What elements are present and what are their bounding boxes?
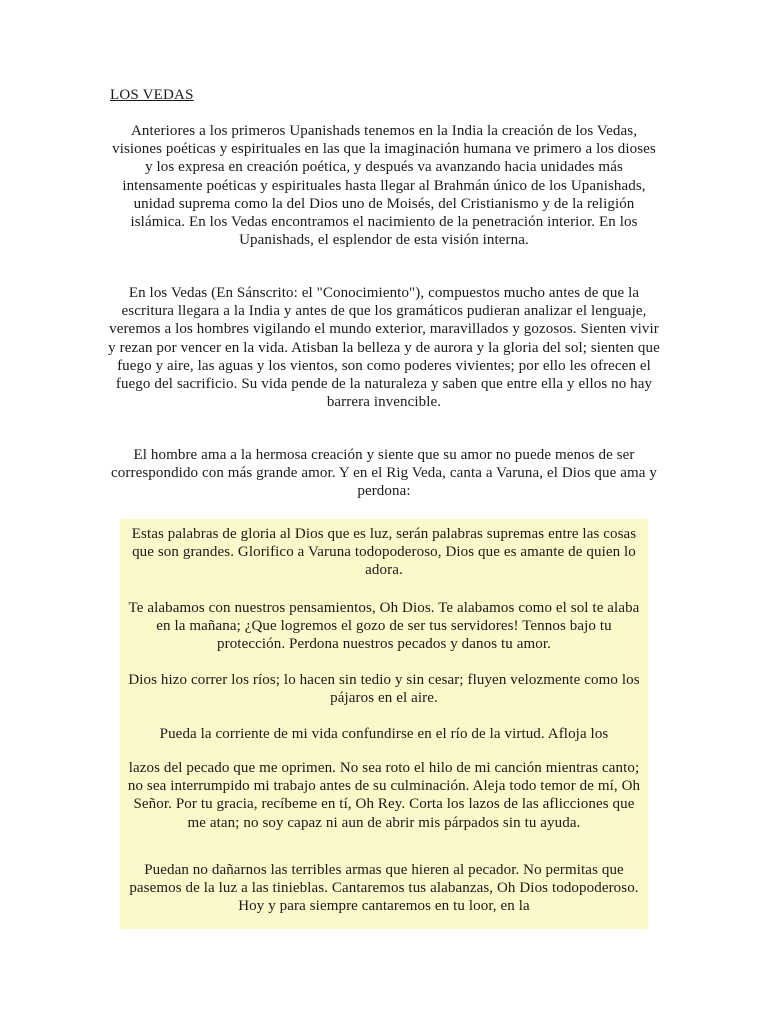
paragraph-vedas-knowledge: En los Vedas (En Sánscrito: el "Conocimiento"), compuestos mucho antes de que la escritura llegara a la India y antes de que los gramáticos pudieran analizar el lenguaje, veremos a los hombres vigilando el mundo exterior, maravillados y gozosos. Sienten vivir y rezan por vencer en la vida. Atisban la belleza y de aurora y la gloria del sol; sienten que fuego y aire, las aguas y los vientos, son como poderes vivientes; por ello les ofrecen el fuego del sacrificio. Su vida pende de la naturaleza y saben que entre ella y ellos no hay barrera invencible. [108, 285, 660, 411]
hymn-stanza-2: Te alabamos con nuestros pensamientos, Oh Dios. Te alabamos como el sol te alaba en la mañana; ¿Que logremos el gozo de ser tus servidores! Tennos bajo tu protección. Perdona nuestros pecados y danos tu amor. [128, 600, 640, 653]
hymn-stanza-1: Estas palabras de gloria al Dios que es luz, serán palabras supremas entre las cosas que son grandes. Glorifico a Varuna todopoderoso, Dios que es amante de quien lo adora. [131, 526, 637, 579]
hymn-stanza-5: lazos del pecado que me oprimen. No sea roto el hilo de mi canción mientras canto; no sea interrumpido mi trabajo antes de su culminación. Aleja todo temor de mí, Oh Señor. Por tu gracia, recíbeme en tí, Oh Rey. Corta los lazos de las aflicciones que me atan; no soy capaz ni aun de abrir mis párpados sin tu ayuda. [127, 760, 641, 831]
hymn-stanza-6: Puedan no dañarnos las terribles armas que hieren al pecador. No permitas que pasemos de la luz a las tinieblas. Cantaremos tus alabanzas, Oh Dios todopoderoso. Hoy y para siempre cantaremos en tu loor, en la [129, 862, 639, 915]
hymn-stanza-4: Pueda la corriente de mi vida confundirse en el río de la virtud. Afloja los [159, 726, 609, 742]
hymn-quote-box [120, 519, 648, 929]
paragraph-intro: Anteriores a los primeros Upanishads tenemos en la India la creación de los Vedas, visiones poéticas y espirituales en las que la imaginación humana ve primero a los dioses y los expresa en creación poética, y después va avanzando hacia unidades más intensamente poéticas y espirituales hasta llegar al Brahmán único de los Upanishads, unidad suprema como la del Dios uno de Moisés, del Cristianismo y de la religión islámica. En los Vedas encontramos el nacimiento de la penetración interior. En los Upanishads, el esplendor de esta visión interna. [112, 123, 656, 249]
hymn-stanza-3: Dios hizo correr los ríos; lo hacen sin tedio y sin cesar; fluyen velozmente como los pájaros en el aire. [128, 672, 640, 707]
paragraph-rig-veda: El hombre ama a la hermosa creación y siente que su amor no puede menos de ser correspondido con más grande amor. Y en el Rig Veda, canta a Varuna, el Dios que ama y perdona: [111, 447, 657, 500]
document-title: LOS VEDAS [110, 87, 194, 103]
